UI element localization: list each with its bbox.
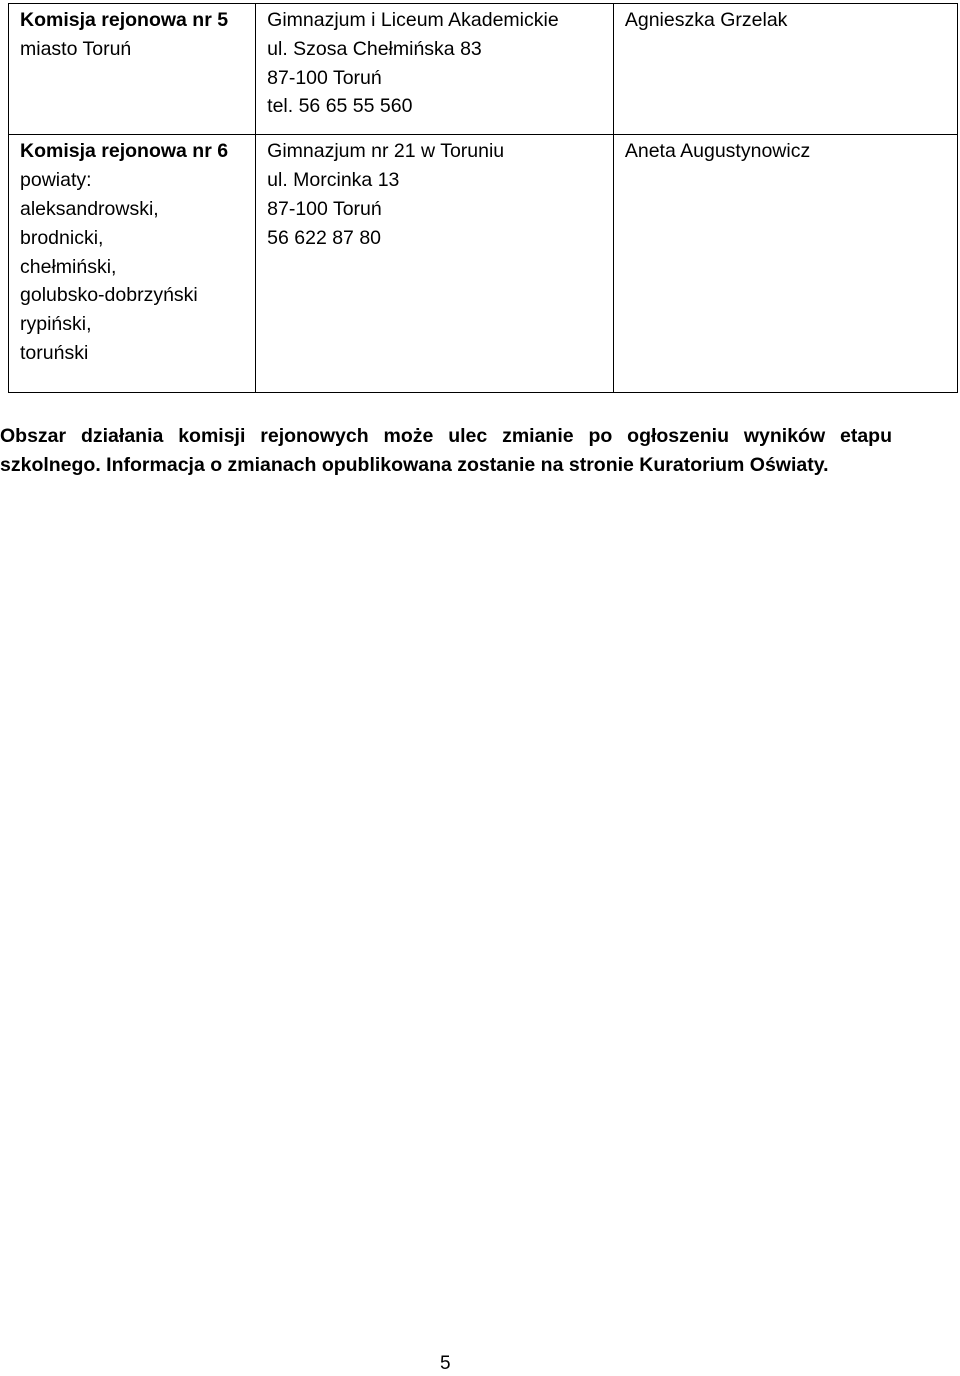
school-street: ul. Szosa Chełmińska 83: [267, 37, 482, 60]
region-cell: [9, 135, 256, 393]
school-phone: 56 622 87 80: [267, 226, 382, 249]
region-line: brodnicki,: [20, 226, 104, 249]
chair-name: Aneta Augustynowicz: [624, 140, 811, 163]
school-cell: [256, 135, 614, 393]
region-line: chełmiński,: [20, 255, 117, 278]
region-line: miasto Toruń: [20, 37, 132, 60]
region-title: Komisja rejonowa nr 6: [20, 140, 229, 163]
school-phone: tel. 56 65 55 560: [267, 95, 413, 118]
region-line: golubsko-dobrzyński: [20, 284, 198, 307]
region-line: toruński: [20, 341, 89, 364]
footnote: Obszar działania komisji rejonowych może ulec zmianie po ogłoszeniu wyników etapu szkolnego. Informacja o zmianach opublikowana zostanie na stronie Kuratorium Oświaty.: [0, 425, 892, 476]
region-line: aleksandrowski,: [20, 197, 159, 220]
region-cell: [9, 4, 256, 135]
page-number: 5: [440, 1353, 451, 1374]
chair-cell: [613, 4, 957, 135]
commissions-table: [8, 3, 958, 393]
school-postal: 87-100 Toruń: [267, 197, 382, 220]
school-name: Gimnazjum i Liceum Akademickie: [267, 9, 559, 31]
chair-name: Agnieszka Grzelak: [624, 9, 788, 31]
region-title: Komisja rejonowa nr 5: [20, 9, 229, 31]
table-row: [9, 4, 958, 135]
region-line: rypiński,: [20, 313, 92, 336]
region-line: powiaty:: [20, 169, 92, 192]
school-name: Gimnazjum nr 21 w Toruniu: [267, 140, 505, 163]
table-row: [9, 135, 958, 393]
school-cell: [256, 4, 614, 135]
school-street: ul. Morcinka 13: [267, 169, 400, 192]
school-postal: 87-100 Toruń: [267, 66, 382, 89]
chair-cell: [613, 135, 957, 393]
